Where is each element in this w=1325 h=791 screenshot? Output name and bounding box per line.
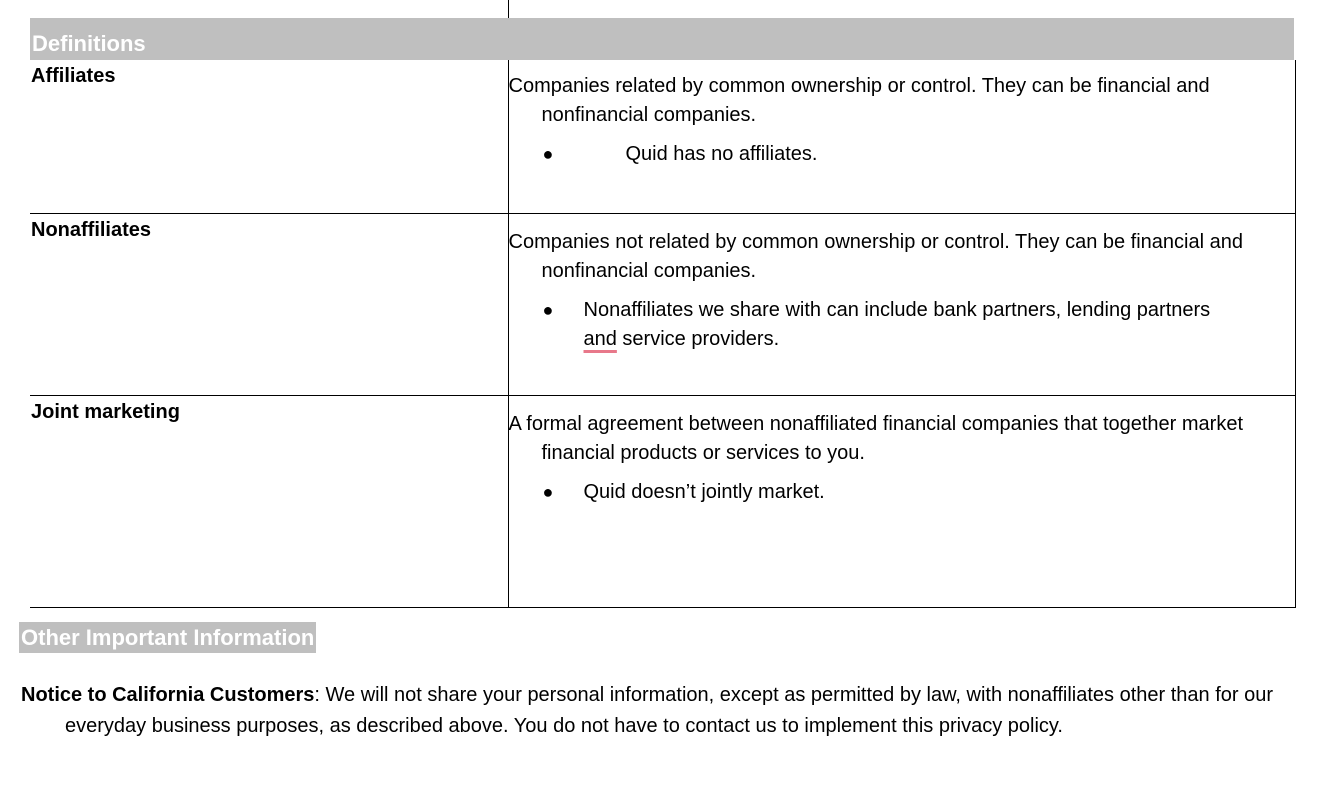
spellcheck-marked-word[interactable]: and [583, 328, 617, 350]
california-notice [21, 680, 1325, 742]
bullet-icon: ● [542, 482, 554, 502]
bullet-text [584, 299, 1211, 350]
term-joint-marketing: Joint marketing [31, 401, 180, 423]
list-item [509, 140, 1295, 169]
term-cell [30, 396, 508, 608]
table-row [30, 60, 1295, 214]
list-item [509, 478, 1295, 507]
other-info-header: Other Important Information [19, 622, 316, 653]
bullet-icon: ● [542, 300, 554, 320]
description-nonaffiliates: Companies not related by common ownership or control. They can be financial and nonfinancial companies. [508, 231, 1243, 282]
bullet-text-part: service providers. [616, 328, 780, 350]
description-joint-marketing: A formal agreement between nonaffiliated financial companies that together market financial products or services to you. [508, 413, 1244, 464]
bullet-text: Quid doesn’t jointly market. [583, 481, 825, 503]
notice-text: : We will not share your personal information, except as permitted by law, with nonaffiliates other than for our everyday business purposes, as described above. You do not have to contact us to implement this privacy policy. [65, 684, 1274, 737]
definitions-title: Definitions [32, 31, 146, 56]
term-cell [30, 214, 508, 396]
term-affiliates: Affiliates [31, 65, 116, 87]
description-cell [508, 214, 1295, 396]
bullet-icon: ● [542, 144, 554, 164]
description-cell [508, 60, 1295, 214]
term-cell [30, 60, 508, 214]
bullet-text-part: Nonaffiliates we share with can include bank partners, lending partners [583, 299, 1211, 321]
table-row [30, 214, 1295, 396]
list-item [509, 296, 1295, 354]
description-cell [508, 396, 1295, 608]
table-border-stub [508, 0, 509, 18]
definitions-header [30, 18, 1294, 60]
notice-label: Notice to California Customers [21, 684, 315, 706]
definitions-table [30, 60, 1296, 608]
bullet-text: Quid has no affiliates. [625, 143, 818, 165]
description-affiliates: Companies related by common ownership or control. They can be financial and nonfinancial companies. [508, 75, 1210, 126]
term-nonaffiliates: Nonaffiliates [31, 219, 152, 241]
table-row [30, 396, 1295, 608]
